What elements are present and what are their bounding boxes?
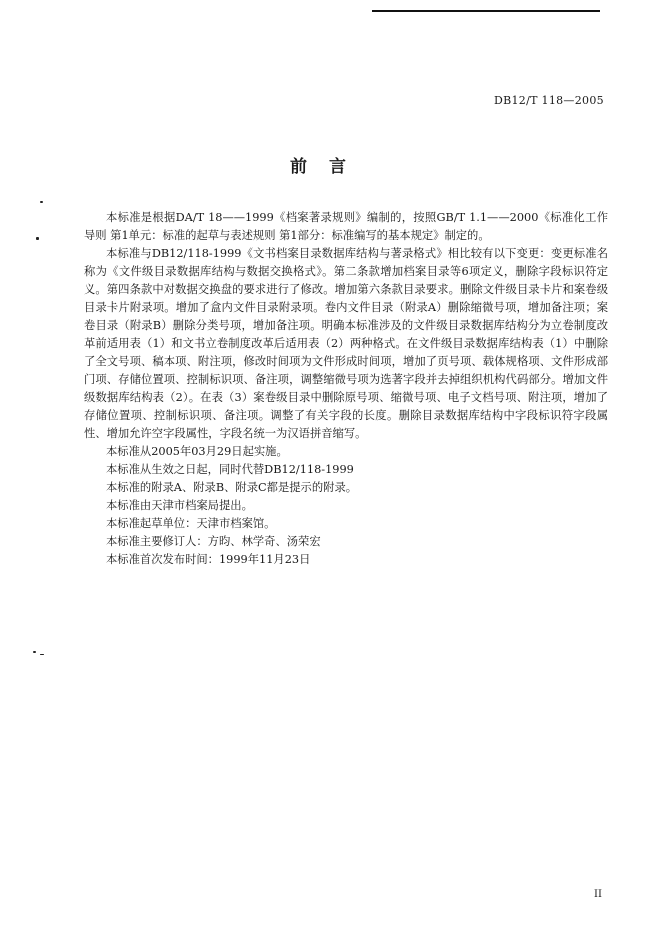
paragraph-changes: 本标准与DB12/118-1999《文书档案目录数据库结构与著录格式》相比较有以下变更：变更标准名称为《文件级目录数据库结构与数据交换格式》。第二条款增加档案目录等6项定义，删除字段标识符定义。第四条款中对数据交换盘的要求进行了修改。增加第六条款目录要求。删除文件级目录卡片和案卷级目录卡片附录项。增加了盒内文件目录附录项。卷内文件目录（附录A）删除缩微号项，增加备注项；案卷目录（附录B）删除分类号项，增加备注项。明确本标准涉及的文件级目录数据库结构分为立卷制度改革前适用表（1）和文书立卷制度改革后适用表（2）两种格式。在文件级目录数据库结构表（1）中删除了全文号项、稿本项、附注项，修改时间项为文件形成时间项，增加了页号项、载体规格项、文件形成部门项、存储位置项、控制标识项、备注项，调整缩微号项为选著字段并去掉组织机构代码部分。增加文件级数据库结构表（2）。在表（3）案卷级目录中删除原号项、缩微号项、电子文档号项、附注项，增加了存储位置项、控制标识项、备注项。调整了有关字段的长度。删除目录数据库结构中字段标识符字段属性、增加允许空字段属性，字段名统一为汉语拼音缩写。 <box>84 247 608 440</box>
scan-speck <box>40 201 43 203</box>
scan-speck <box>40 654 44 655</box>
document-code: DB12/T 118—2005 <box>494 94 604 107</box>
page-title: 前言 <box>290 157 368 177</box>
paragraph-first-release: 本标准首次发布时间：1999年11月23日 <box>106 553 311 566</box>
paragraph-proposed-by: 本标准由天津市档案局提出。 <box>106 499 253 512</box>
top-rule <box>372 10 600 12</box>
page-number: II <box>594 889 602 900</box>
scan-speck <box>33 651 36 653</box>
paragraph-replaces: 本标准从生效之日起，同时代替DB12/118-1999 <box>106 463 354 476</box>
paragraph-drafting-unit: 本标准起草单位：天津市档案馆。 <box>106 517 276 530</box>
scan-speck <box>36 237 39 240</box>
paragraph-revisers: 本标准主要修订人：方昀、林学奇、汤荣宏 <box>106 535 321 548</box>
paragraph-appendices: 本标准的附录A、附录B、附录C都是提示的附录。 <box>106 481 358 494</box>
foreword-body <box>84 209 608 569</box>
paragraph-effective-date: 本标准从2005年03月29日起实施。 <box>106 445 288 458</box>
paragraph-basis: 本标准是根据DA/T 18——1999《档案著录规则》编制的，按照GB/T 1.1——2000《标准化工作导则 第1单元：标准的起草与表述规则 第1部分：标准编写的基本规定》制定的。 <box>84 211 608 242</box>
